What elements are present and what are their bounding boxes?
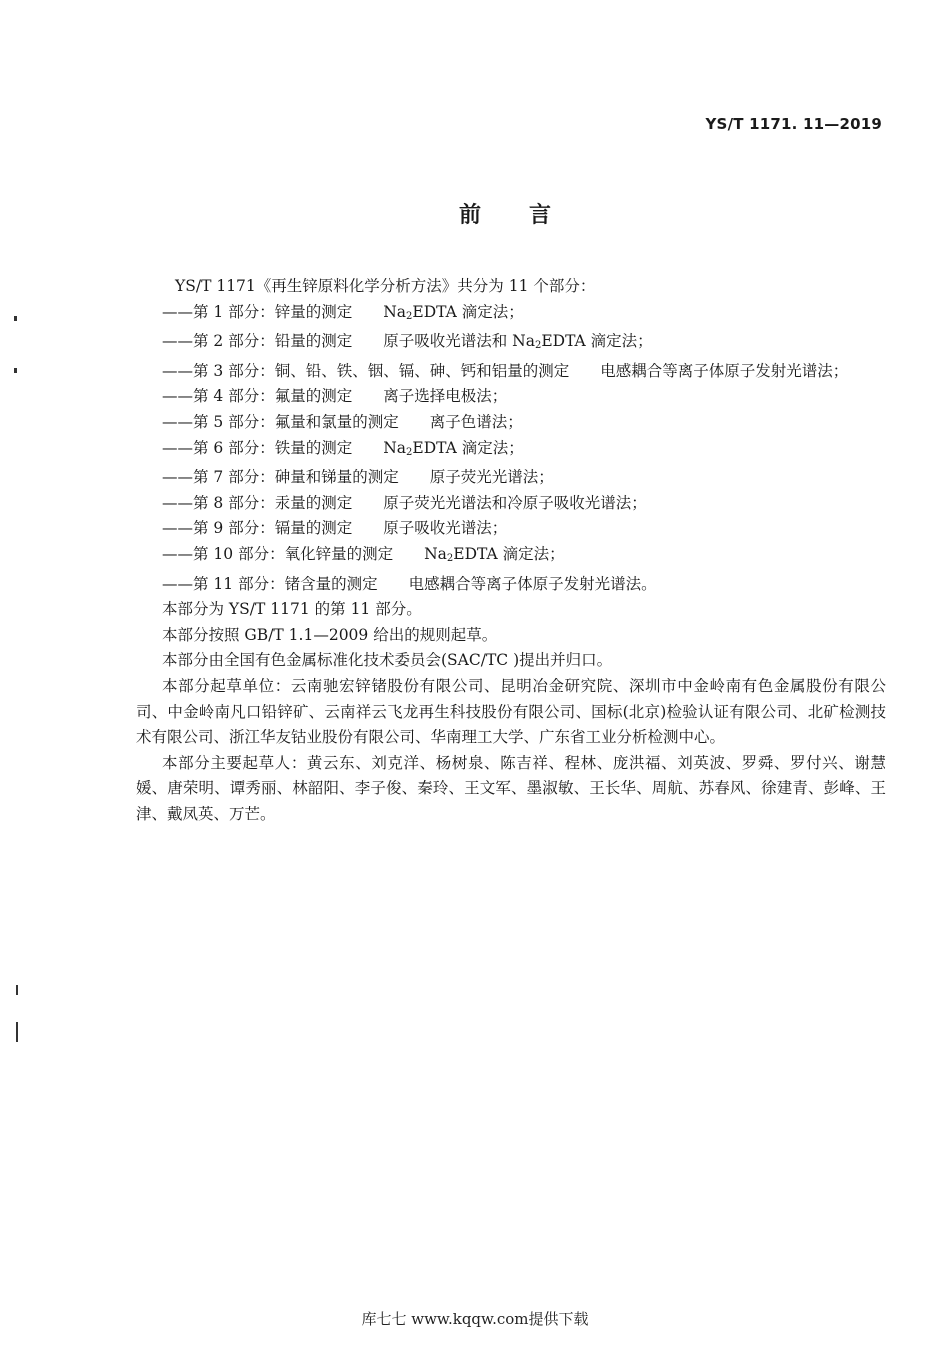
subscript: 2: [534, 340, 542, 352]
scan-mark: [16, 985, 18, 995]
part-item: [136, 436, 886, 466]
statement-drafting-rules: 本部分按照 GB/T 1.1—2009 给出的规则起草。: [162, 625, 498, 644]
part-title: ——第 9 部分：镉量的测定: [162, 519, 353, 538]
intro-line: YS/T 1171《再生锌原料化学分析方法》共分为 11 个部分：: [175, 277, 596, 295]
part-item: [136, 516, 886, 542]
part-method-rest: EDTA 滴定法；: [412, 438, 524, 457]
part-item: [136, 491, 886, 517]
page-title: [0, 198, 950, 229]
statement-part: 本部分为 YS/T 1171 的第 11 部分。: [162, 600, 422, 619]
part-title: ——第 8 部分：汞量的测定: [162, 493, 353, 512]
part-title: ——第 6 部分：铁量的测定: [162, 438, 353, 457]
download-footer: 库七七 www.kqqw.com提供下载: [361, 1310, 589, 1328]
part-method: 原子荧光光谱法和冷原子吸收光谱法；: [383, 493, 647, 512]
part-method-rest: EDTA 滴定法；: [412, 302, 524, 321]
document-body: [136, 274, 886, 827]
part-item: [136, 542, 886, 572]
part-title: ——第 11 部分：锗含量的测定: [162, 574, 378, 593]
part-title: ——第 4 部分：氟量的测定: [162, 387, 353, 406]
part-title: ——第 2 部分：铅量的测定: [162, 332, 353, 351]
part-title: ——第 3 部分：铜、铅、铁、铟、镉、砷、钙和铝量的测定: [162, 361, 570, 380]
part-item: [136, 329, 886, 359]
part-title: ——第 10 部分：氧化锌量的测定: [162, 544, 394, 563]
part-item: [136, 465, 886, 491]
part-title: ——第 7 部分：砷量和锑量的测定: [162, 468, 399, 487]
drafting-units: 本部分起草单位：云南驰宏锌锗股份有限公司、昆明冶金研究院、深圳市中金岭南有色金属股份有限公司、中金岭南凡口铅锌矿、云南祥云飞龙再生科技股份有限公司、国标(北京)检验认证有限公司、北矿检测技术有限公司、浙江华友钴业股份有限公司、华南理工大学、广东省工业分析检测中心。: [136, 676, 886, 747]
part-item: [136, 300, 886, 330]
part-method-rest: EDTA 滴定法；: [541, 332, 653, 351]
part-title: ——第 5 部分：氟量和氯量的测定: [162, 412, 399, 431]
part-method: 电感耦合等离子体原子发射光谱法。: [408, 574, 657, 593]
part-item: [136, 384, 886, 410]
part-method: 原子吸收光谱法和 Na: [383, 332, 535, 351]
parts-list: [136, 300, 886, 598]
drafters: 本部分主要起草人：黄云东、刘克洋、杨树泉、陈吉祥、程林、庞洪福、刘英波、罗舜、罗付兴、谢慧媛、唐荣明、谭秀丽、林韶阳、李子俊、秦玲、王文军、墨淑敏、王长华、周航、苏春风、徐建青、彭峰、王津、戴凤英、万芒。: [136, 753, 886, 823]
part-method: 离子选择电极法；: [383, 387, 508, 406]
part-method: 原子荧光光谱法；: [429, 468, 554, 487]
part-item: [136, 359, 886, 385]
subscript: 2: [406, 310, 413, 322]
part-method: 离子色谱法；: [429, 412, 523, 431]
part-item: [136, 572, 886, 598]
part-item: [136, 410, 886, 436]
scan-mark: [14, 368, 17, 373]
title-char: 言: [529, 202, 552, 228]
subscript: 2: [446, 552, 454, 564]
part-method: Na: [424, 544, 447, 563]
part-method: Na: [383, 438, 407, 457]
scan-mark: [16, 1022, 18, 1042]
part-method: Na: [383, 302, 407, 321]
part-method-rest: EDTA 滴定法；: [453, 544, 565, 563]
subscript: 2: [406, 446, 413, 458]
statement-proposer: 本部分由全国有色金属标准化技术委员会(SAC/TC )提出并归口。: [162, 651, 613, 670]
title-char: 前: [458, 202, 481, 228]
standard-number: YS/T 1171. 11—2019: [705, 115, 882, 133]
part-title: ——第 1 部分：锌量的测定: [162, 302, 353, 321]
scan-mark: [14, 316, 17, 321]
part-method: 电感耦合等离子体原子发射光谱法；: [600, 361, 849, 380]
part-method: 原子吸收光谱法；: [383, 519, 508, 538]
